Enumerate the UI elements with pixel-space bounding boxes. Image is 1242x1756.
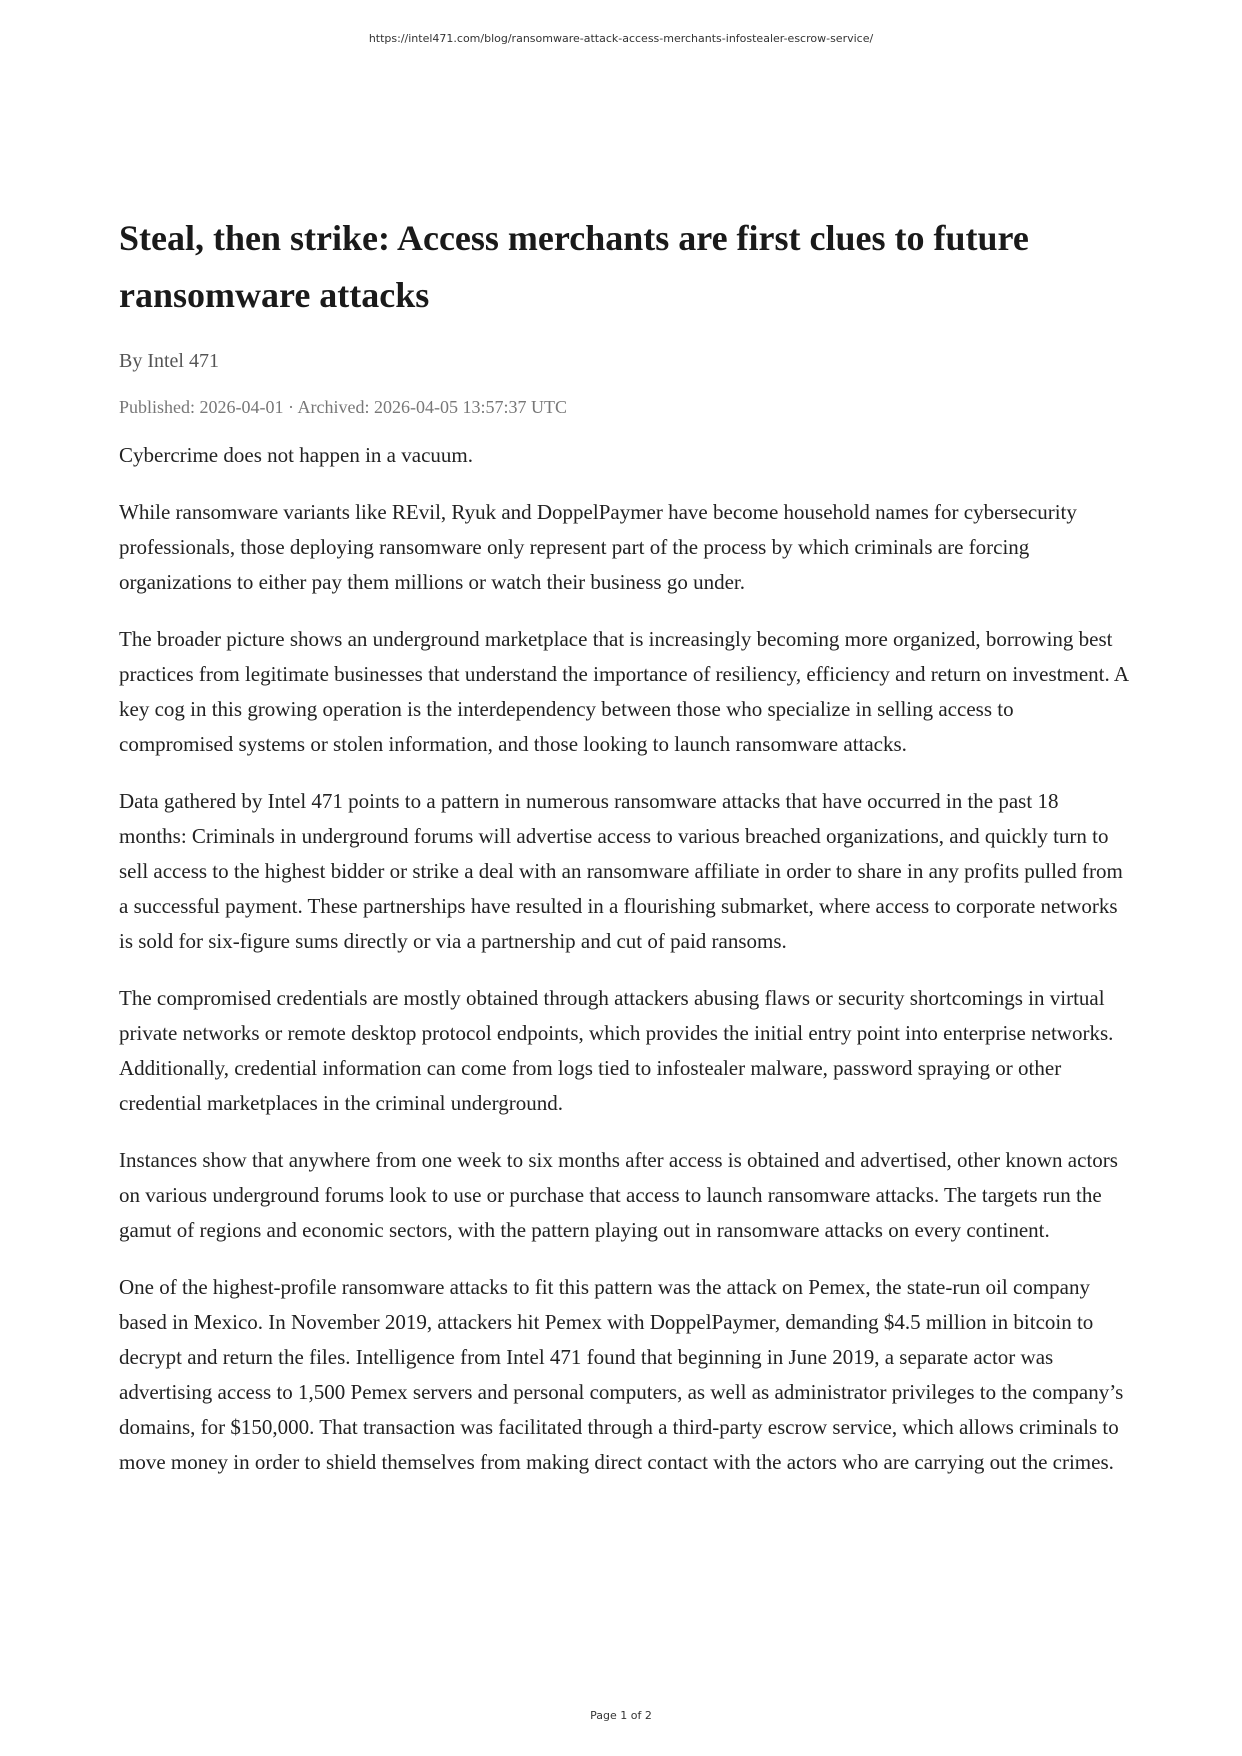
publish-meta: Published: 2026-04-01 · Archived: 2026-04-05 13:57:37 UTC	[119, 397, 567, 417]
paragraph: Data gathered by Intel 471 points to a pattern in numerous ransomware attacks that have occurred in the past 18 months: Criminals in underground forums will advertise access to various breached organizations, and quickly turn to sell access to the highest bidder or strike a deal with an ransomware affiliate in order to share in any profits pulled from a successful payment. These partnerships have resulted in a flourishing submarket, where access to corporate networks is sold for six-figure sums directly or via a partnership and cut of paid ransoms.	[119, 789, 1123, 953]
paragraph: The compromised credentials are mostly obtained through attackers abusing flaws or security shortcomings in virtual private networks or remote desktop protocol endpoints, which provides the initial entry point into enterprise networks. Additionally, credential information can come from logs tied to infostealer malware, password spraying or other credential marketplaces in the criminal underground.	[119, 986, 1114, 1115]
byline: By Intel 471	[119, 350, 219, 372]
page-url: https://intel471.com/blog/ransomware-attack-access-merchants-infostealer-escrow-service/	[368, 32, 874, 45]
paragraph: The broader picture shows an underground marketplace that is increasingly becoming more organized, borrowing best practices from legitimate businesses that understand the importance of resiliency, efficiency and return on investment. A key cog in this growing operation is the interdependency between those who specialize in selling access to compromised systems or stolen information, and those looking to launch ransomware attacks.	[119, 627, 1128, 756]
paragraph: Cybercrime does not happen in a vacuum.	[119, 443, 473, 467]
article	[119, 210, 1129, 1502]
article-title: Steal, then strike: Access merchants are first clues to future ransomware attacks	[119, 218, 1029, 315]
page-number: Page 1 of 2	[590, 1709, 652, 1722]
paragraph: While ransomware variants like REvil, Ryuk and DoppelPaymer have become household names for cybersecurity professionals, those deploying ransomware only represent part of the process by which criminals are forcing organizations to either pay them millions or watch their business go under.	[119, 500, 1077, 594]
paragraph: One of the highest-profile ransomware attacks to fit this pattern was the attack on Pemex, the state-run oil company based in Mexico. In November 2019, attackers hit Pemex with DoppelPaymer, demanding $4.5 million in bitcoin to decrypt and return the files. Intelligence from Intel 471 found that beginning in June 2019, a separate actor was advertising access to 1,500 Pemex servers and personal computers, as well as administrator privileges to the company’s domains, for $150,000. That transaction was facilitated through a third-party escrow service, which allows criminals to move money in order to shield themselves from making direct contact with the actors who are carrying out the crimes.	[119, 1275, 1124, 1474]
paragraph: Instances show that anywhere from one week to six months after access is obtained and advertised, other known actors on various underground forums look to use or purchase that access to launch ransomware attacks. The targets run the gamut of regions and economic sectors, with the pattern playing out in ransomware attacks on every continent.	[119, 1148, 1118, 1242]
